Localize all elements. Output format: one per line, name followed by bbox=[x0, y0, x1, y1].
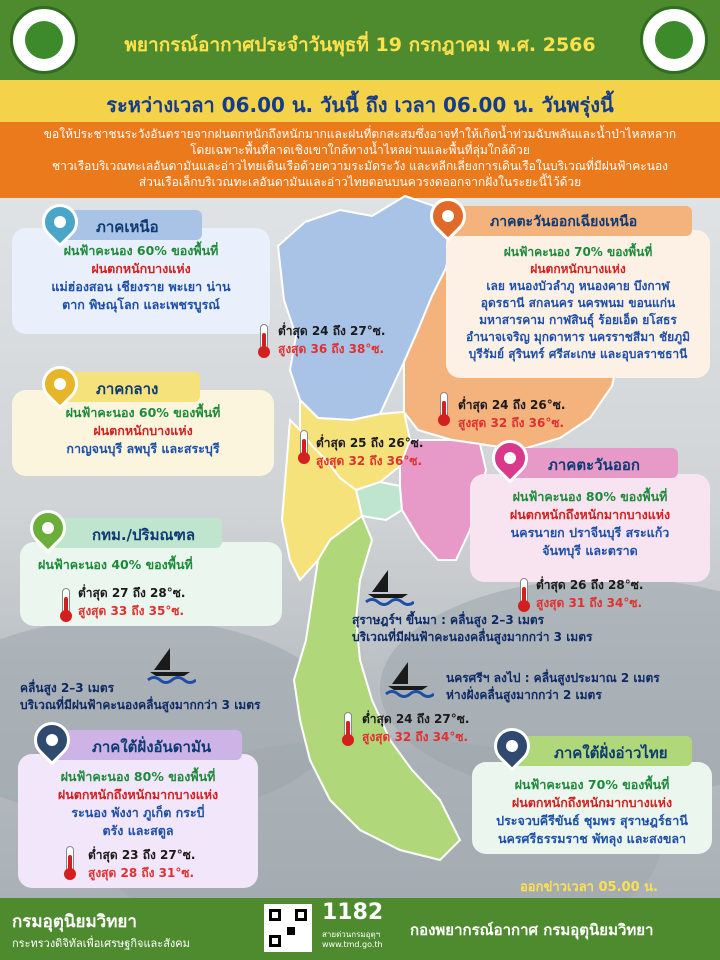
central-temperature bbox=[316, 434, 423, 470]
high-temp: สูงสุด 32 ถึง 36°ซ. bbox=[458, 416, 565, 430]
east-temperature bbox=[536, 576, 643, 612]
areas-text: มหาสารคาม กาฬสินธุ์ ร้อยเอ็ด ยโสธร bbox=[479, 313, 677, 327]
heavy-rain-text: ฝนตกหนักถึงหนักมากบางแห่ง bbox=[57, 787, 219, 802]
rain-text: ฝนฟ้าคะนอง 60% ของพื้นที่ bbox=[63, 243, 219, 258]
central-info-box bbox=[12, 390, 274, 476]
areas-text: อุดรธานี สกลนคร นครพนม ขอนแก่น bbox=[480, 296, 676, 310]
boat-wave-icon bbox=[384, 660, 434, 700]
north-region-label: ภาคเหนือ bbox=[56, 210, 202, 240]
wave-text: สุราษฎร์ฯ ขึ้นมา : คลื่นสูง 2–3 เมตร bbox=[352, 613, 545, 627]
rain-text: ฝนฟ้าคะนอง 70% ของพื้นที่ bbox=[503, 245, 653, 259]
thermometer-icon bbox=[520, 578, 528, 608]
time-range-text: ระหว่างเวลา 06.00 น. วันนี้ ถึง เวลา 06.00 น. วันพรุ่งนี้ bbox=[106, 93, 614, 117]
heavy-rain-text: ฝนตกหนักถึงหนักมากบางแห่ง bbox=[509, 507, 671, 522]
wave-text: คลื่นสูง 2–3 เมตร bbox=[20, 681, 115, 695]
rain-text: ฝนฟ้าคะนอง 80% ของพื้นที่ bbox=[512, 489, 668, 504]
high-temp: สูงสุด 32 ถึง 36°ซ. bbox=[316, 454, 423, 468]
northeast-temperature bbox=[458, 396, 565, 432]
south-gulf-info-box bbox=[472, 762, 712, 854]
wave-text: บริเวณที่มีฝนฟ้าคะนองคลื่นสูงมากกว่า 3 เมตร bbox=[20, 698, 261, 712]
northeast-region-label: ภาคตะวันออกเฉียงเหนือ bbox=[450, 206, 692, 236]
south-andaman-region-label: ภาคใต้ฝั่งอันดามัน bbox=[52, 730, 242, 760]
andaman-wave-info bbox=[20, 680, 260, 714]
wave-text: นครศรีฯ ลงไป : คลื่นสูงประมาณ 2 เมตร bbox=[446, 671, 660, 685]
areas-text: อำนาจเจริญ มุกดาหาร นครราชสีมา ชัยภูมิ bbox=[465, 330, 691, 344]
warning-line: ขอให้ประชาชนระวังอันตรายจากฝนตกหนักถึงหนักมากและฝนที่ตกสะสมซึ่งอาจทำให้เกิดน้ำท่วมฉับพลันและน้ำป่าไหลหลาก bbox=[43, 127, 677, 141]
areas-text: กาญจนบุรี ลพบุรี และสระบุรี bbox=[66, 441, 220, 456]
bangkok-region-label: กทม./ปริมณฑล bbox=[52, 518, 222, 548]
rain-text: ฝนฟ้าคะนอง 70% ของพื้นที่ bbox=[514, 777, 670, 792]
footer-bar bbox=[0, 898, 720, 960]
areas-text: นครศรีธรรมราช พัทลุง และสงขลา bbox=[497, 831, 687, 846]
qr-code-icon[interactable] bbox=[264, 904, 312, 952]
northeast-info-box bbox=[446, 230, 710, 378]
rain-text: ฝนฟ้าคะนอง 40% ของพื้นที่ bbox=[38, 557, 193, 572]
division-name: กองพยากรณ์อากาศ กรมอุตุนิยมวิทยา bbox=[410, 921, 654, 939]
warning-line: ส่วนเรือเล็กบริเวณทะเลอันดามันและอ่าวไทยตอนบนควรงดออกจากฝั่งในระยะนี้ไว้ด้วย bbox=[138, 175, 582, 189]
wave-text: บริเวณที่มีฝนฟ้าคะนองคลื่นสูงมากกว่า 3 เมตร bbox=[352, 630, 593, 644]
thermometer-icon bbox=[62, 588, 70, 618]
areas-text: นครนายก ปราจีนบุรี สระแก้ว bbox=[510, 525, 670, 540]
heavy-rain-text: ฝนตกหนักถึงหนักมากบางแห่ง bbox=[511, 795, 673, 810]
hotline-number: 1182 bbox=[322, 900, 384, 925]
department-name: กรมอุตุนิยมวิทยา bbox=[12, 912, 137, 932]
gulf-lower-wave-info bbox=[446, 670, 660, 704]
central-region-label: ภาคกลาง bbox=[56, 372, 200, 402]
low-temp: ต่ำสุด 25 ถึง 26°ซ. bbox=[316, 436, 424, 450]
website-link[interactable]: www.tmd.go.th bbox=[322, 940, 383, 949]
areas-text: ตรัง และสตูล bbox=[102, 823, 174, 838]
rain-text: ฝนฟ้าคะนอง 60% ของพื้นที่ bbox=[65, 405, 221, 420]
bangkok-temperature bbox=[78, 584, 185, 620]
high-temp: สูงสุด 32 ถึง 34°ซ. bbox=[362, 730, 469, 744]
wave-text: ห่างฝั่งคลื่นสูงมากกว่า 2 เมตร bbox=[446, 688, 602, 702]
heavy-rain-text: ฝนตกหนักบางแห่ง bbox=[91, 261, 191, 276]
low-temp: ต่ำสุด 26 ถึง 28°ซ. bbox=[536, 578, 644, 592]
warning-line: ชาวเรือบริเวณทะเลอันดามันและอ่าวไทยเดินเรือด้วยความระมัดระวัง และหลีกเลี่ยงการเดินเรือในบริเวณที่มีฝนฟ้าคะนอง bbox=[51, 159, 669, 173]
thermometer-icon bbox=[66, 846, 74, 876]
low-temp: ต่ำสุด 24 ถึง 26°ซ. bbox=[458, 398, 566, 412]
warning-line: โดยเฉพาะพื้นที่ลาดเชิงเขาใกล้ทางน้ำไหลผ่านและพื้นที่ลุ่มใกล้ด้วย bbox=[190, 143, 530, 157]
thermometer-icon bbox=[344, 712, 352, 742]
areas-text: ตาก พิษณุโลก และเพชรบูรณ์ bbox=[62, 297, 220, 312]
north-info-box bbox=[12, 228, 270, 334]
areas-text: เลย หนองบัวลำภู หนองคาย บึงกาฬ bbox=[486, 279, 670, 293]
high-temp: สูงสุด 28 ถึง 31°ซ. bbox=[88, 866, 195, 880]
areas-text: จันทบุรี และตราด bbox=[542, 543, 638, 558]
areas-text: แม่ฮ่องสอน เชียงราย พะเยา น่าน bbox=[51, 279, 231, 294]
low-temp: ต่ำสุด 24 ถึง 27°ซ. bbox=[278, 324, 386, 338]
low-temp: ต่ำสุด 24 ถึง 27°ซ. bbox=[362, 712, 470, 726]
heavy-rain-text: ฝนตกหนักบางแห่ง bbox=[93, 423, 193, 438]
east-info-box bbox=[470, 474, 710, 582]
ministry-name: กระทรวงดิจิทัลเพื่อเศรษฐกิจและสังคม bbox=[12, 937, 190, 950]
heavy-rain-text: ฝนตกหนักบางแห่ง bbox=[530, 262, 626, 276]
thermometer-icon bbox=[260, 324, 268, 354]
south-gulf-region-label: ภาคใต้ฝั่งอ่าวไทย bbox=[514, 736, 692, 766]
south-andaman-temperature bbox=[88, 846, 195, 882]
hotline-caption: สายด่วนกรมอุตุฯ bbox=[322, 930, 381, 939]
high-temp: สูงสุด 33 ถึง 35°ซ. bbox=[78, 604, 185, 618]
gulf-upper-wave-info bbox=[352, 612, 592, 646]
low-temp: ต่ำสุด 27 ถึง 28°ซ. bbox=[78, 586, 186, 600]
areas-text: ระนอง พังงา ภูเก็ต กระบี่ bbox=[71, 805, 205, 820]
issue-time: ออกข่าวเวลา 05.00 น. bbox=[520, 880, 658, 895]
north-temperature bbox=[278, 322, 385, 358]
rain-text: ฝนฟ้าคะนอง 80% ของพื้นที่ bbox=[60, 769, 216, 784]
bangkok-region-map bbox=[356, 482, 402, 520]
areas-text: บุรีรัมย์ สุรินทร์ ศรีสะเกษ และอุบลราชธานี bbox=[468, 347, 688, 361]
south-gulf-temperature bbox=[362, 710, 469, 746]
thermometer-icon bbox=[440, 392, 448, 422]
areas-text: ประจวบคีรีขันธ์ ชุมพร สุราษฎร์ธานี bbox=[496, 813, 688, 828]
thermometer-icon bbox=[300, 430, 308, 460]
high-temp: สูงสุด 36 ถึง 38°ซ. bbox=[278, 342, 385, 356]
boat-wave-icon bbox=[364, 568, 414, 608]
forecast-title: พยากรณ์อากาศประจำวันพุธที่ 19 กรกฎาคม พ.ศ. 2566 bbox=[124, 34, 596, 56]
high-temp: สูงสุด 31 ถึง 34°ซ. bbox=[536, 596, 643, 610]
east-region-label: ภาคตะวันออก bbox=[508, 448, 678, 478]
low-temp: ต่ำสุด 23 ถึง 27°ซ. bbox=[88, 848, 196, 862]
